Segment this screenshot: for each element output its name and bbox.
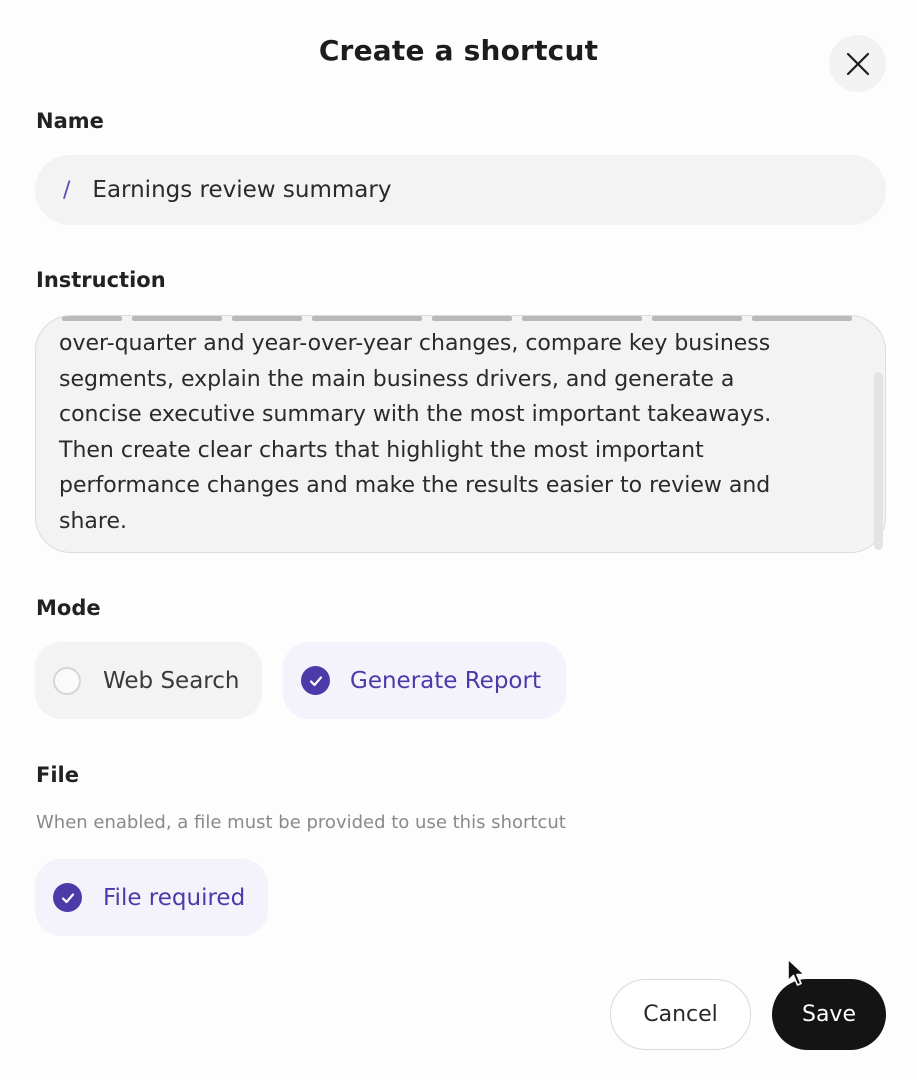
close-icon — [846, 52, 870, 76]
file-hint: When enabled, a file must be provided to use this shortcut — [36, 812, 566, 833]
instruction-text: over-quarter and year-over-year changes, compare key business segments, explain the main business drivers, and generate a concise executive summary with the most important takeaways. Then create clear charts that highlight the most important performance changes and make the results easier to review and share. — [59, 331, 772, 534]
name-input[interactable] — [92, 177, 792, 203]
name-label: Name — [36, 109, 104, 133]
file-required-toggle[interactable] — [35, 859, 268, 936]
file-required-label: File required — [103, 884, 246, 911]
mode-option-web-search[interactable] — [35, 642, 262, 719]
mode-option-label: Generate Report — [350, 667, 541, 694]
check-circle-icon — [301, 666, 330, 695]
radio-unchecked-icon — [53, 667, 81, 695]
mode-option-label: Web Search — [103, 667, 240, 694]
cancel-button[interactable]: Cancel — [610, 979, 751, 1050]
dialog-title: Create a shortcut — [318, 34, 599, 67]
mode-label: Mode — [36, 596, 101, 620]
instruction-scrollbar[interactable] — [874, 372, 883, 550]
instruction-label: Instruction — [36, 268, 166, 292]
close-button[interactable] — [829, 35, 886, 92]
name-field[interactable] — [35, 155, 886, 225]
file-label: File — [36, 763, 79, 787]
mode-option-generate-report[interactable] — [283, 642, 566, 719]
save-button[interactable]: Save — [772, 979, 886, 1050]
check-circle-icon — [53, 883, 82, 912]
slash-prefix: / — [63, 177, 71, 203]
mouse-cursor-icon — [786, 957, 808, 989]
instruction-textarea[interactable] — [35, 315, 886, 553]
